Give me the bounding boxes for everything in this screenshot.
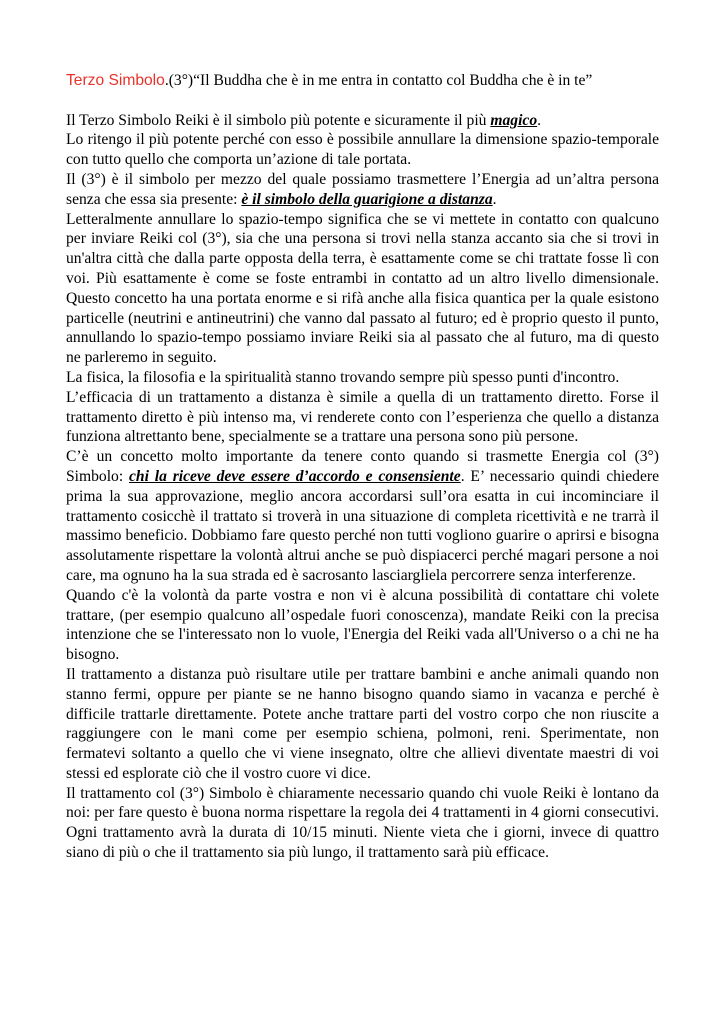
title-red-label: Terzo Simbolo [66,72,165,89]
paragraph-7: C’è un concetto molto importante da tenere conto quando si trasmette Energia col (3°) Simbolo: chi la riceve deve essere d’accordo e consensiente. E’ necessario quindi chiedere prima la sua approvazione, meglio ancora accordarsi sull’ora esatta in cui incominciare il trattamento cosicchè il trattato si troverà in una situazione di completa ricettività e ne trarrà il massimo beneficio. Dobbiamo fare questo perché non tutti vogliono guarire o aprirsi e bisogna assolutamente rispettare la volontà altrui anche se può dispiacerci perché magari persone a noi care, ma ognuno ha la sua strada ed è sacrosanto lasciargliela percorrere senza interferenze. [66,448,659,584]
emphasis-magico: magico [490,111,538,129]
paragraph-5: La fisica, la filosofia e la spiritualità stanno trovando sempre più spesso punti d'incontro. [66,368,620,386]
paragraph-3: Il (3°) è il simbolo per mezzo del quale possiamo trasmettere l’Energia ad un’altra persona senza che essa sia presente: è il simbolo della guarigione a distanza. [66,170,659,208]
paragraph-9: Il trattamento a distanza può risultare utile per trattare bambini e anche animali quando non stanno fermi, oppure per piante se ne hanno bisogno quando siamo in vacanza e perché è difficile trattarle direttamente. Potete anche trattare parti del vostro corpo che non riuscite a raggiungere con le mani come per esempio schiena, polmoni, reni. Sperimentate, non fermatevi soltanto a quello che vi viene insegnato, oltre che allievi diventate maestri di voi stessi ed esplorate ciò che il vostro cuore vi dice. [66,665,659,782]
emphasis-consent: chi la riceve deve essere d’accordo e consensiente [129,467,461,485]
emphasis-distance-healing: è il simbolo della guarigione a distanza [241,190,493,208]
document-title [66,71,659,91]
paragraph-2: Lo ritengo il più potente perché con esso è possibile annullare la dimensione spazio-temporale con tutto quello che comporta un’azione di tale portata. [66,131,659,169]
paragraph-10: Il trattamento col (3°) Simbolo è chiaramente necessario quando chi vuole Reiki è lontano da noi: per fare questo è buona norma rispettare la regola dei 4 trattamenti in 4 giorni consecutivi. Ogni trattamento avrà la durata di 10/15 minuti. Niente vieta che i giorni, invece di quattro siano di più o che il trattamento sia più lungo, il trattamento sarà più efficace. [66,784,659,862]
document-body [66,71,659,863]
title-rest: .(3°)“Il Buddha che è in me entra in contatto col Buddha che è in te” [164,72,593,89]
paragraph-8: Quando c'è la volontà da parte vostra e non vi è alcuna possibilità di contattare chi volete trattare, (per esempio qualcuno all’ospedale fuori conoscenza), mandate Reiki con la precisa intenzione che se l'interessato non lo vuole, l'Energia del Reiki vada all'Universo o a chi ne ha bisogno. [66,586,659,664]
paragraph-6: L’efficacia di un trattamento a distanza è simile a quella di un trattamento diretto. Forse il trattamento diretto è più intenso ma, vi renderete conto con l’esperienza che quello a distanza funziona altrettanto bene, specialmente se a trattare una persona sono più persone. [66,388,659,446]
paragraph-4: Letteralmente annullare lo spazio-tempo significa che se vi mettete in contatto con qualcuno per inviare Reiki col (3°), sia che una persona si trovi nella stanza accanto sia che si trovi in un'altra città che dalla parte opposta della terra, è esattamente come se chi trattate fosse lì con voi. Più esattamente è come se foste entrambi in contatto ad un altro livello dimensionale. Questo concetto ha una portata enorme e si rifà anche alla fisica quantica per la quale esistono particelle (neutrini e antineutrini) che vanno dal passato al futuro; ed è proprio questo il punto, annullando lo spazio-tempo possiamo inviare Reiki sia al passato che al futuro, ma di questo ne parleremo in seguito. [66,210,659,367]
paragraph-1: Il Terzo Simbolo Reiki è il simbolo più potente e sicuramente il più magico. [66,111,542,129]
